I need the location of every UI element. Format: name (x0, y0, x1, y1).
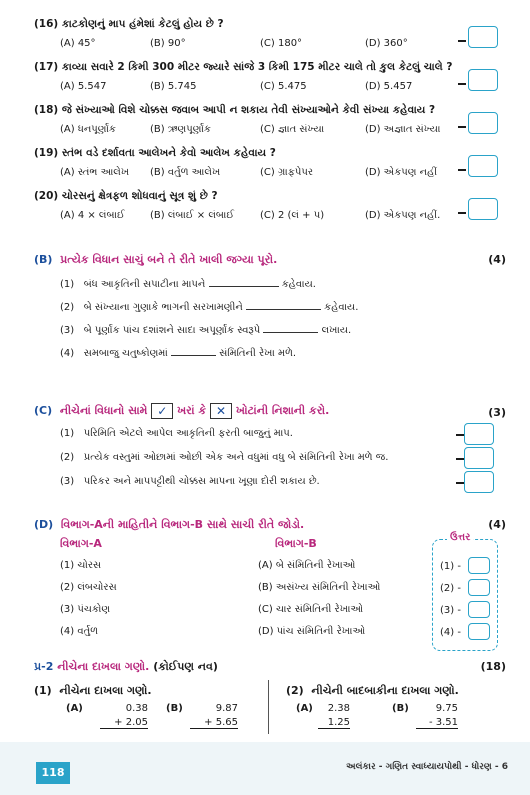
operand-bottom: + 2.05 (100, 717, 148, 729)
item-text-end: લખાય. (321, 325, 352, 336)
question-text: સ્તંભ વડે દર્શાવતા આલેખને કેવો આલેખ કહેવાય ? (61, 147, 276, 159)
column-a-item: (1) ચોરસ (60, 560, 102, 571)
answer-box[interactable] (468, 69, 498, 91)
operand-bottom: - 3.51 (416, 717, 458, 729)
option-d: (D) 360° (365, 38, 408, 49)
blank-field[interactable] (263, 323, 318, 333)
question-text: જે સંખ્યાઓ વિશે ચોક્કસ જવાબ આપી ન શકાય તેવી સંખ્યાઓને કેવી સંખ્યા કહેવાય ? (61, 104, 436, 116)
sub-label: (B) (166, 703, 183, 714)
option-a: (A) 45° (60, 38, 96, 49)
section-text: નીચેનાં વિધાનો સામે (59, 404, 148, 417)
column-a-item: (2) લંબચોરસ (60, 582, 117, 593)
option-b: (B) લંબાઈ × લંબાઈ (150, 210, 235, 221)
option-d: (D) એકપણ નહીં (365, 167, 438, 178)
problem-1-heading (34, 684, 152, 698)
answer-label: (2) - (440, 583, 461, 594)
sub-label: (B) (392, 703, 409, 714)
item-number: (3) (60, 325, 75, 336)
column-b-item: (D) પાંચ સંમિતિની રેખાઓ (258, 626, 366, 637)
option-a: (A) 5.547 (60, 81, 107, 92)
tf-item-2 (60, 452, 388, 463)
item-text: બંધ આકૃતિની સપાટીના માપને (83, 279, 206, 290)
column-b-item: (A) બે સંમિતિની રેખાઓ (258, 560, 356, 571)
operand-bottom: 1.25 (318, 717, 350, 729)
cross-icon: ✕ (210, 403, 232, 419)
section-b-marks: (4) (488, 253, 506, 266)
item-text: બે પૂર્ણાંક પાંચ દશાંશને સાદા અપૂર્ણાંક સ્વરૂપે (83, 325, 261, 336)
question-text: નીચેના દાખલા ગણો. (57, 660, 150, 673)
item-number: (2) (60, 302, 75, 313)
operand-top: 2.38 (327, 703, 350, 714)
answer-dash (456, 458, 464, 460)
item-number: (1) (60, 428, 75, 439)
answer-box[interactable] (468, 198, 498, 220)
answer-dash (458, 126, 466, 128)
match-answer-box[interactable] (468, 579, 490, 596)
section-d-marks: (4) (488, 518, 506, 531)
fill-item-1 (60, 277, 316, 290)
question-2-heading (34, 660, 218, 674)
operand-top: 9.75 (435, 703, 458, 714)
operand-bottom: + 5.65 (190, 717, 238, 729)
section-b-heading (34, 253, 277, 267)
item-number: (2) (60, 452, 75, 463)
answer-dash (458, 169, 466, 171)
answer-box[interactable] (468, 26, 498, 48)
item-text-end: સંમિતિની રેખા મળે. (219, 348, 297, 359)
blank-field[interactable] (246, 300, 321, 310)
question-number: (17) (34, 61, 59, 73)
page-number: 118 (36, 762, 70, 784)
answer-label: (3) - (440, 605, 461, 616)
fill-item-3 (60, 323, 351, 336)
match-answer-box[interactable] (468, 557, 490, 574)
operand-top: 0.38 (125, 703, 148, 714)
section-text: પ્રત્યેક વિધાન સાચું બને તે રીતે ખાલી જગ્યા પૂરો. (60, 253, 278, 266)
answer-box[interactable] (464, 471, 494, 493)
item-text-end: કહેવાય. (324, 302, 359, 313)
column-a-item: (4) વર્તુળ (60, 626, 99, 637)
problem-number: (2) (286, 684, 304, 697)
footer-title: અલંકાર - ગણિત સ્વાધ્યાયપોથી - ધોરણ - 6 (346, 762, 508, 772)
section-label: (B) (34, 253, 53, 266)
option-a: (A) 4 × લંબાઈ (60, 210, 125, 221)
question-number: (18) (34, 104, 59, 116)
column-divider (268, 680, 269, 734)
answer-dash (458, 212, 466, 214)
question-number: (19) (34, 147, 59, 159)
option-c: (C) ગ્રાફપેપર (260, 167, 314, 178)
question-note: (કોઈપણ નવ) (153, 660, 218, 673)
answer-panel-heading: ઉત્તર (447, 532, 473, 543)
option-b: (B) વર્તુળ આલેખ (150, 167, 221, 178)
section-text: વિભાગ-Aની માહિતીને વિભાગ-B સાથે સાચી રીતે જોડો. (60, 518, 305, 531)
option-b: (B) ઋણપૂર્ણાંક (150, 124, 211, 135)
option-a: (A) સ્તંભ આલેખ (60, 167, 130, 178)
problem-2-heading (286, 684, 459, 698)
answer-label: (4) - (440, 627, 461, 638)
option-d: (D) અજ્ઞાત સંખ્યા (365, 124, 441, 135)
item-text: પરિમિતિ એટલે આપેલ આકૃતિની ફરતી બાજુનું માપ. (83, 428, 293, 439)
column-b-item: (C) ચાર સંમિતિની રેખાઓ (258, 604, 364, 615)
option-c: (C) 5.475 (260, 81, 307, 92)
sub-label: (A) (66, 703, 83, 714)
item-number: (3) (60, 476, 75, 487)
answer-box[interactable] (468, 155, 498, 177)
match-answer-box[interactable] (468, 601, 490, 618)
answer-box[interactable] (464, 447, 494, 469)
column-b-heading: વિભાગ-B (275, 537, 317, 550)
item-number: (1) (60, 279, 75, 290)
section-label: (C) (34, 404, 53, 417)
option-d: (D) 5.457 (365, 81, 413, 92)
column-a-heading: વિભાગ-A (60, 537, 102, 550)
option-c: (C) 2 (લં + પ) (260, 210, 325, 221)
item-text: બે સંખ્યાના ગુણાકે ભાગની સરખામણીને (83, 302, 243, 313)
item-text: પરિકર અને માપપટ્ટીથી ચોક્કસ માપના ખૂણા દોરી શકાય છે. (83, 476, 320, 487)
section-label: (D) (34, 518, 54, 531)
column-a-item: (3) પંચકોણ (60, 604, 111, 615)
answer-dash (458, 83, 466, 85)
question-label: પ્ર-2 (34, 660, 54, 673)
problem-number: (1) (34, 684, 52, 697)
section-c-heading (34, 403, 329, 419)
operand-top: 9.87 (215, 703, 238, 714)
answer-box[interactable] (464, 423, 494, 445)
section-d-heading (34, 518, 304, 532)
answer-dash (456, 482, 464, 484)
tf-item-3 (60, 476, 320, 487)
option-b: (B) 90° (150, 38, 186, 49)
option-b: (B) 5.745 (150, 81, 197, 92)
match-answer-box[interactable] (468, 623, 490, 640)
section-text-2: ખરાં કે (177, 404, 207, 417)
blank-field[interactable] (171, 346, 216, 356)
item-text: પ્રત્યેક વસ્તુમાં ઓછામાં ઓછી એક અને વધુમાં વધુ બે સંમિતિની રેખા મળે જ. (83, 452, 389, 463)
answer-dash (456, 434, 464, 436)
option-c: (C) જ્ઞાત સંખ્યા (260, 124, 325, 135)
question-text: કાટકોણનું માપ હંમેશાં કેટલું હોય છે ? (61, 18, 224, 30)
section-text-3: ખોટાંની નિશાની કરો. (235, 404, 330, 417)
problem-text: નીચેના દાખલા ગણો. (59, 684, 152, 697)
question-text: ચોરસનું ક્ષેત્રફળ શોધવાનું સૂત્ર શું છે ? (61, 190, 218, 202)
tf-item-1 (60, 428, 293, 439)
tick-icon: ✓ (151, 403, 173, 419)
item-text-end: કહેવાય. (281, 279, 316, 290)
question-text: કાવ્યા સવારે 2 કિમી 300 મીટર જ્યારે સાંજે 3 કિમી 175 મીટર ચાલે તો કુલ કેટલું ચાલે ? (61, 61, 453, 73)
option-c: (C) 180° (260, 38, 303, 49)
option-a: (A) ધનપૂર્ણાંક (60, 124, 116, 135)
answer-box[interactable] (468, 112, 498, 134)
fill-item-4 (60, 346, 296, 359)
option-d: (D) એકપણ નહીં. (365, 210, 441, 221)
question-number: (16) (34, 18, 59, 30)
answer-dash (458, 40, 466, 42)
fill-item-2 (60, 300, 358, 313)
problem-text: નીચેની બાદબાકીના દાખલા ગણો. (311, 684, 459, 697)
item-text: સમબાજુ ચતુષ્કોણમાં (83, 348, 168, 359)
item-number: (4) (60, 348, 75, 359)
column-b-item: (B) અસંખ્ય સંમિતિની રેખાઓ (258, 582, 381, 593)
question-2-marks: (18) (480, 660, 506, 673)
blank-field[interactable] (209, 277, 279, 287)
question-number: (20) (34, 190, 59, 202)
answer-label: (1) - (440, 561, 461, 572)
sub-label: (A) (296, 703, 313, 714)
section-c-marks: (3) (488, 406, 506, 419)
